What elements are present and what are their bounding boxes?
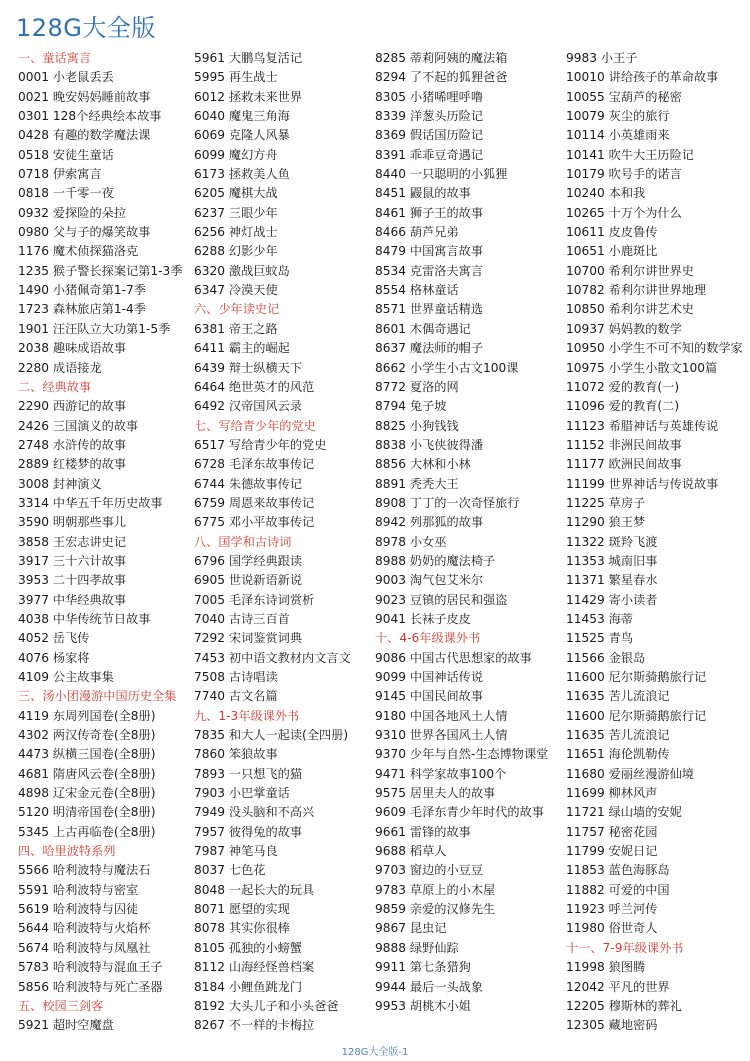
catalog-entry: 6320 激战巨蚊岛: [194, 263, 290, 278]
catalog-entry: 6492 汉帝国风云录: [194, 399, 303, 414]
catalog-entry: 9859 亲爱的汉修先生: [375, 902, 496, 917]
catalog-entry: 4076 杨家将: [18, 650, 90, 665]
catalog-entry: 10782 希利尔讲世界地理: [566, 283, 707, 298]
catalog-entry: 9575 居里夫人的故事: [375, 786, 496, 801]
catalog-entry: 11225 草房子: [566, 495, 646, 510]
catalog-entry: 10700 希利尔讲世界史: [566, 263, 694, 278]
catalog-entry: 5619 哈利波特与囚徒: [18, 902, 139, 917]
catalog-entry: 11322 斑羚飞渡: [566, 534, 658, 549]
catalog-entry: 8369 假话国历险记: [375, 128, 484, 143]
catalog-entry: 5674 哈利波特与凤凰社: [18, 940, 151, 955]
catalog-entry: 11371 繁星春水: [566, 573, 658, 588]
catalog-entry: 5345 上古再临卷(全8册): [18, 824, 156, 839]
section-heading: 七、写给青少年的党史: [194, 418, 316, 433]
catalog-entry: 3953 二十四孝故事: [18, 573, 127, 588]
catalog-entry: 11199 世界神话与传说故事: [566, 476, 719, 491]
catalog-entry: 8184 小鲤鱼跳龙门: [194, 979, 303, 994]
catalog-entry: 8988 奶奶的魔法椅子: [375, 553, 496, 568]
section-heading: 一、童话寓言: [18, 51, 92, 65]
catalog-entry: 7903 小巴掌童话: [194, 786, 290, 801]
catalog-entry: 1235 猴子警长探案记第1-3季: [18, 263, 183, 278]
catalog-entry: 8305 小猪唏哩呼噜: [375, 89, 484, 104]
catalog-entry: 5856 哈利波特与死亡圣器: [18, 979, 163, 994]
catalog-entry: 9661 雷锋的故事: [375, 824, 471, 839]
catalog-entry: 7292 宋词鉴赏词典: [194, 631, 303, 646]
catalog-entry: 8192 大头儿子和小头爸爸: [194, 998, 339, 1013]
catalog-entry: 10114 小英雄雨来: [566, 128, 670, 143]
catalog-entry: 8461 狮子王的故事: [375, 205, 484, 220]
catalog-entry: 6069 克隆人风暴: [194, 128, 290, 143]
catalog-entry: 9944 最后一头战象: [375, 979, 484, 994]
catalog-entry: 11123 希腊神话与英雄传说: [566, 418, 719, 433]
catalog-entry: 8794 兔子坡: [375, 399, 447, 414]
catalog-entry: 8391 乖乖豆奇遇记: [375, 147, 484, 162]
catalog-entry: 5591 哈利波特与密室: [18, 882, 139, 897]
catalog-entry: 0980 父与子的爆笑故事: [18, 225, 151, 240]
catalog-entry: 10850 希利尔讲艺术史: [566, 302, 694, 317]
catalog-entry: 7040 古诗三百首: [194, 611, 290, 626]
catalog-entry: 9609 毛泽东青少年时代的故事: [375, 805, 544, 820]
catalog-entry: 10010 讲给孩子的革命故事: [566, 70, 719, 85]
catalog-entry: 5921 超时空魔盘: [18, 1018, 114, 1033]
catalog-entry: 3858 王宏志讲史记: [18, 534, 127, 549]
catalog-entry: 8285 蒂莉阿姨的魔法箱: [375, 51, 508, 65]
catalog-entry: 9888 绿野仙踪: [375, 940, 459, 955]
catalog-entry: 8267 不一样的卡梅拉: [194, 1018, 315, 1033]
catalog-entry: 10179 吹号手的诺言: [566, 167, 682, 182]
catalog-entry: 11600 尼尔斯骑鹅旅行记: [566, 708, 707, 723]
catalog-entry: 8466 葫芦兄弟: [375, 225, 459, 240]
catalog-entry: 11721 绿山墙的安妮: [566, 805, 682, 820]
catalog-entry: 6796 国学经典跟读: [194, 553, 303, 568]
section-heading: 九、1-3年级课外书: [194, 708, 300, 723]
catalog-entry: 3314 中华五千年历史故事: [18, 495, 163, 510]
catalog-entry: 11635 苦儿流浪记: [566, 689, 670, 704]
catalog-entry: 6905 世说新语新说: [194, 573, 303, 588]
catalog-entry: 6744 朱德故事传记: [194, 476, 303, 491]
catalog-entry: 9370 少年与自然-生态博物课堂: [375, 747, 549, 762]
section-heading: 三、汤小团漫游中国历史全集: [18, 689, 177, 704]
catalog-entry: 11096 爱的教育(二): [566, 399, 680, 414]
catalog-entry: 12205 穆斯林的葬礼: [566, 998, 682, 1013]
catalog-entry: 8105 孤独的小螃蟹: [194, 940, 303, 955]
catalog-entry: 2748 水浒传的故事: [18, 437, 127, 452]
catalog-entry: 6256 神灯战士: [194, 225, 278, 240]
catalog-entry: 7508 古诗唱读: [194, 670, 278, 684]
column-3: [375, 49, 560, 1016]
catalog-entry: 11429 寄小读者: [566, 592, 658, 607]
catalog-entry: 3917 三十六计故事: [18, 553, 127, 568]
catalog-entry: 9953 胡桃木小姐: [375, 998, 471, 1013]
catalog-entry: 11651 海伦凯勒传: [566, 747, 670, 762]
catalog-entry: 11923 呼兰河传: [566, 902, 658, 917]
catalog-entry: 6381 帝王之路: [194, 321, 278, 336]
catalog-entry: 7740 古文名篇: [194, 689, 278, 704]
catalog-entry: 12042 平凡的世界: [566, 979, 670, 994]
catalog-entry: 6347 冷漠天使: [194, 283, 278, 298]
catalog-entry: 0021 晚安妈妈睡前故事: [18, 89, 151, 104]
catalog-entry: 0301 128个经典绘本故事: [18, 109, 162, 124]
section-heading: 五、校园三剑客: [18, 998, 104, 1013]
catalog-entry: 1176 魔术侦探猫洛克: [18, 244, 139, 259]
catalog-entry: 7893 一只想飞的猫: [194, 766, 303, 781]
catalog-entry: 11757 秘密花园: [566, 824, 658, 839]
catalog-entry: 4038 中华传统节日故事: [18, 611, 151, 626]
catalog-entry: 6237 三眼少年: [194, 205, 278, 220]
catalog-entry: 9703 窗边的小豆豆: [375, 863, 484, 878]
catalog-entry: 6759 周恩来故事传记: [194, 495, 315, 510]
section-heading: 六、少年读史记: [194, 302, 280, 317]
catalog-entry: 8908 丁丁的一次奇怪旅行: [375, 495, 520, 510]
section-heading: 四、哈里波特系列: [18, 844, 116, 859]
catalog-entry: 11600 尼尔斯骑鹅旅行记: [566, 670, 707, 684]
catalog-entry: 8856 大林和小林: [375, 457, 471, 472]
catalog-entry: 11998 狼图腾: [566, 960, 646, 975]
catalog-entry: 10975 小学生小散文100篇: [566, 360, 718, 375]
catalog-entry: 8637 魔法师的帽子: [375, 341, 484, 356]
catalog-entry: 8339 洋葱头历险记: [375, 109, 484, 124]
catalog-entry: 8112 山海经怪兽档案: [194, 960, 315, 975]
catalog-entry: 11699 柳林风声: [566, 786, 658, 801]
catalog-entry: 8601 木偶奇遇记: [375, 321, 471, 336]
catalog-entry: 2426 三国演义的故事: [18, 418, 139, 433]
catalog-entry: 11680 爱丽丝漫游仙境: [566, 766, 694, 781]
catalog-entry: 9310 世界各国风土人情: [375, 728, 508, 743]
catalog-entry: 8078 其实你很棒: [194, 921, 290, 936]
catalog-entry: 10265 十万个为什么: [566, 205, 682, 220]
catalog-entry: 4052 岳飞传: [18, 631, 90, 646]
catalog-entry: 6517 写给青少年的党史: [194, 437, 327, 452]
page-footer: 128G大全版-1: [341, 1047, 409, 1058]
catalog-entry: 4681 隋唐风云卷(全8册): [18, 766, 156, 781]
catalog-entry: 10937 妈妈教的数学: [566, 321, 682, 336]
catalog-entry: 8825 小狗钱钱: [375, 418, 459, 433]
catalog-entry: 11072 爱的教育(一): [566, 379, 680, 394]
catalog-entry: 6439 辩士纵横天下: [194, 360, 303, 375]
catalog-entry: 2290 西游记的故事: [18, 399, 127, 414]
catalog-entry: 5644 哈利波特与火焰杯: [18, 921, 151, 936]
catalog-entry: 2889 红楼梦的故事: [18, 457, 127, 472]
catalog-entry: 8440 一只聪明的小狐狸: [375, 167, 508, 182]
catalog-entry: 1723 森林旅店第1-4季: [18, 302, 146, 317]
catalog-entry: 3590 明朝那些事儿: [18, 515, 127, 530]
catalog-entry: 10079 灰尘的旅行: [566, 109, 670, 124]
catalog-entry: 11525 青鸟: [566, 631, 634, 646]
catalog-entry: 8891 秃秃大王: [375, 476, 459, 491]
catalog-entry: 8048 一起长大的玩具: [194, 882, 315, 897]
catalog-entry: 5783 哈利波特与混血王子: [18, 960, 163, 975]
catalog-entry: 10950 小学生不可不知的数学家: [566, 341, 743, 356]
catalog-entry: 3008 封神演义: [18, 476, 102, 491]
catalog-entry: 4109 公主故事集: [18, 670, 114, 684]
column-4: [566, 49, 748, 1036]
catalog-entry: 10611 皮皮鲁传: [566, 225, 658, 240]
section-heading: 十一、7-9年级课外书: [566, 940, 684, 955]
catalog-entry: 2280 成语接龙: [18, 360, 102, 375]
catalog-entry: 1901 汪汪队立大功第1-5季: [18, 321, 171, 336]
catalog-entry: 9099 中国神话传说: [375, 670, 484, 684]
catalog-entry: 11882 可爱的中国: [566, 882, 670, 897]
catalog-entry: 11453 海蒂: [566, 611, 634, 626]
catalog-entry: 8037 七色花: [194, 863, 266, 878]
catalog-entry: 5995 再生战士: [194, 70, 278, 85]
catalog-entry: 8294 了不起的狐狸爸爸: [375, 70, 508, 85]
catalog-entry: 6464 绝世英才的风范: [194, 379, 315, 394]
catalog-entry: 4898 辽宋金元卷(全8册): [18, 786, 156, 801]
catalog-entry: 7949 没头脑和不高兴: [194, 805, 315, 820]
catalog-entry: 8534 克雷洛夫寓言: [375, 263, 484, 278]
catalog-entry: 9003 淘气包艾米尔: [375, 573, 484, 588]
catalog-entry: 5961 大鹏鸟复活记: [194, 51, 303, 65]
catalog-entry: 0818 一千零一夜: [18, 186, 114, 201]
catalog-entry: 9983 小王子: [566, 51, 638, 65]
catalog-entry: 11853 蓝色海豚岛: [566, 863, 670, 878]
catalog-entry: 6775 邓小平故事传记: [194, 515, 315, 530]
catalog-entry: 11152 非洲民间故事: [566, 437, 682, 452]
catalog-entry: 4119 东周列国卷(全8册): [18, 708, 156, 723]
catalog-entry: 0428 有趣的数学魔法课: [18, 128, 151, 143]
catalog-entry: 7453 初中语文教材内文言文: [194, 650, 351, 665]
catalog-entry: 1490 小猪佩奇第1-7季: [18, 283, 146, 298]
catalog-entry: 8071 愿望的实现: [194, 902, 290, 917]
catalog-entry: 11353 城南旧事: [566, 553, 658, 568]
catalog-entry: 8942 列那狐的故事: [375, 515, 484, 530]
catalog-entry: 10141 吹牛大王历险记: [566, 147, 694, 162]
catalog-entry: 0518 安徒生童话: [18, 147, 114, 162]
section-heading: 十、4-6年级课外书: [375, 631, 481, 646]
catalog-entry: 5120 明清帝国卷(全8册): [18, 805, 156, 820]
catalog-entry: 6411 霸主的崛起: [194, 341, 290, 356]
catalog-entry: 9867 昆虫记: [375, 921, 447, 936]
catalog-entry: 10055 宝葫芦的秘密: [566, 89, 682, 104]
catalog-entry: 4473 纵横三国卷(全8册): [18, 747, 156, 762]
catalog-entry: 9783 草原上的小木屋: [375, 882, 496, 897]
catalog-entry: 6040 魔鬼三角海: [194, 109, 290, 124]
catalog-entry: 8479 中国寓言故事: [375, 244, 484, 259]
catalog-entry: 7860 笨狼故事: [194, 747, 278, 762]
catalog-entry: 3977 中华经典故事: [18, 592, 127, 607]
catalog-entry: 7957 彼得兔的故事: [194, 824, 303, 839]
catalog-entry: 8662 小学生小古文100课: [375, 360, 519, 375]
catalog-entry: 4302 两汉传奇卷(全8册): [18, 728, 156, 743]
catalog-entry: 11566 金银岛: [566, 650, 646, 665]
catalog-entry: 7987 神笔马良: [194, 844, 278, 859]
catalog-entry: 9145 中国民间故事: [375, 689, 484, 704]
catalog-entry: 6288 幻影少年: [194, 244, 278, 259]
catalog-entry: 11635 苦儿流浪记: [566, 728, 670, 743]
catalog-entry: 0718 伊索寓言: [18, 167, 102, 182]
catalog-entry: 5566 哈利波特与魔法石: [18, 863, 151, 878]
catalog-entry: 9023 豆镇的居民和强盗: [375, 592, 508, 607]
catalog-entry: 0932 爱探险的朵拉: [18, 205, 127, 220]
catalog-entry: 11799 安妮日记: [566, 844, 658, 859]
catalog-entry: 2038 趣味成语故事: [18, 341, 127, 356]
page-title: 128G大全版: [16, 14, 156, 42]
catalog-entry: 8451 鼹鼠的故事: [375, 186, 471, 201]
catalog-entry: 7835 和大人一起读(全四册): [194, 728, 349, 743]
catalog-entry: 8772 夏洛的网: [375, 379, 459, 394]
catalog-entry: 0001 小老鼠丢丢: [18, 70, 114, 85]
catalog-entry: 8978 小女巫: [375, 534, 447, 549]
catalog-entry: 9180 中国各地风土人情: [375, 708, 508, 723]
column-2: [194, 49, 370, 1036]
catalog-entry: 10240 本和我: [566, 186, 646, 201]
catalog-entry: 10651 小鹿斑比: [566, 244, 658, 259]
catalog-entry: 6205 魔棋大战: [194, 186, 278, 201]
catalog-entry: 12305 藏地密码: [566, 1018, 658, 1033]
catalog-entry: 6173 拯救美人鱼: [194, 167, 290, 182]
catalog-entry: 11980 俗世奇人: [566, 921, 658, 936]
catalog-entry: 8838 小飞侠彼得潘: [375, 437, 484, 452]
catalog-entry: 8571 世界童话精选: [375, 302, 484, 317]
catalog-entry: 7005 毛泽东诗词赏析: [194, 592, 315, 607]
section-heading: 八、国学和古诗词: [194, 534, 292, 549]
catalog-entry: 9688 稻草人: [375, 844, 447, 859]
catalog-entry: 6728 毛泽东故事传记: [194, 457, 315, 472]
catalog-entry: 9041 长袜子皮皮: [375, 611, 471, 626]
catalog-entry: 6099 魔幻方舟: [194, 147, 278, 162]
section-heading: 二、经典故事: [18, 379, 92, 394]
catalog-entry: 6012 拯救未来世界: [194, 89, 303, 104]
catalog-entry: 9911 第七条猎狗: [375, 960, 471, 975]
catalog-entry: 9086 中国古代思想家的故事: [375, 650, 532, 665]
column-1: [18, 49, 190, 1036]
catalog-entry: 8554 格林童话: [375, 283, 459, 298]
catalog-entry: 9471 科学家故事100个: [375, 766, 507, 781]
catalog-entry: 11290 狼王梦: [566, 515, 646, 530]
catalog-entry: 11177 欧洲民间故事: [566, 457, 682, 472]
